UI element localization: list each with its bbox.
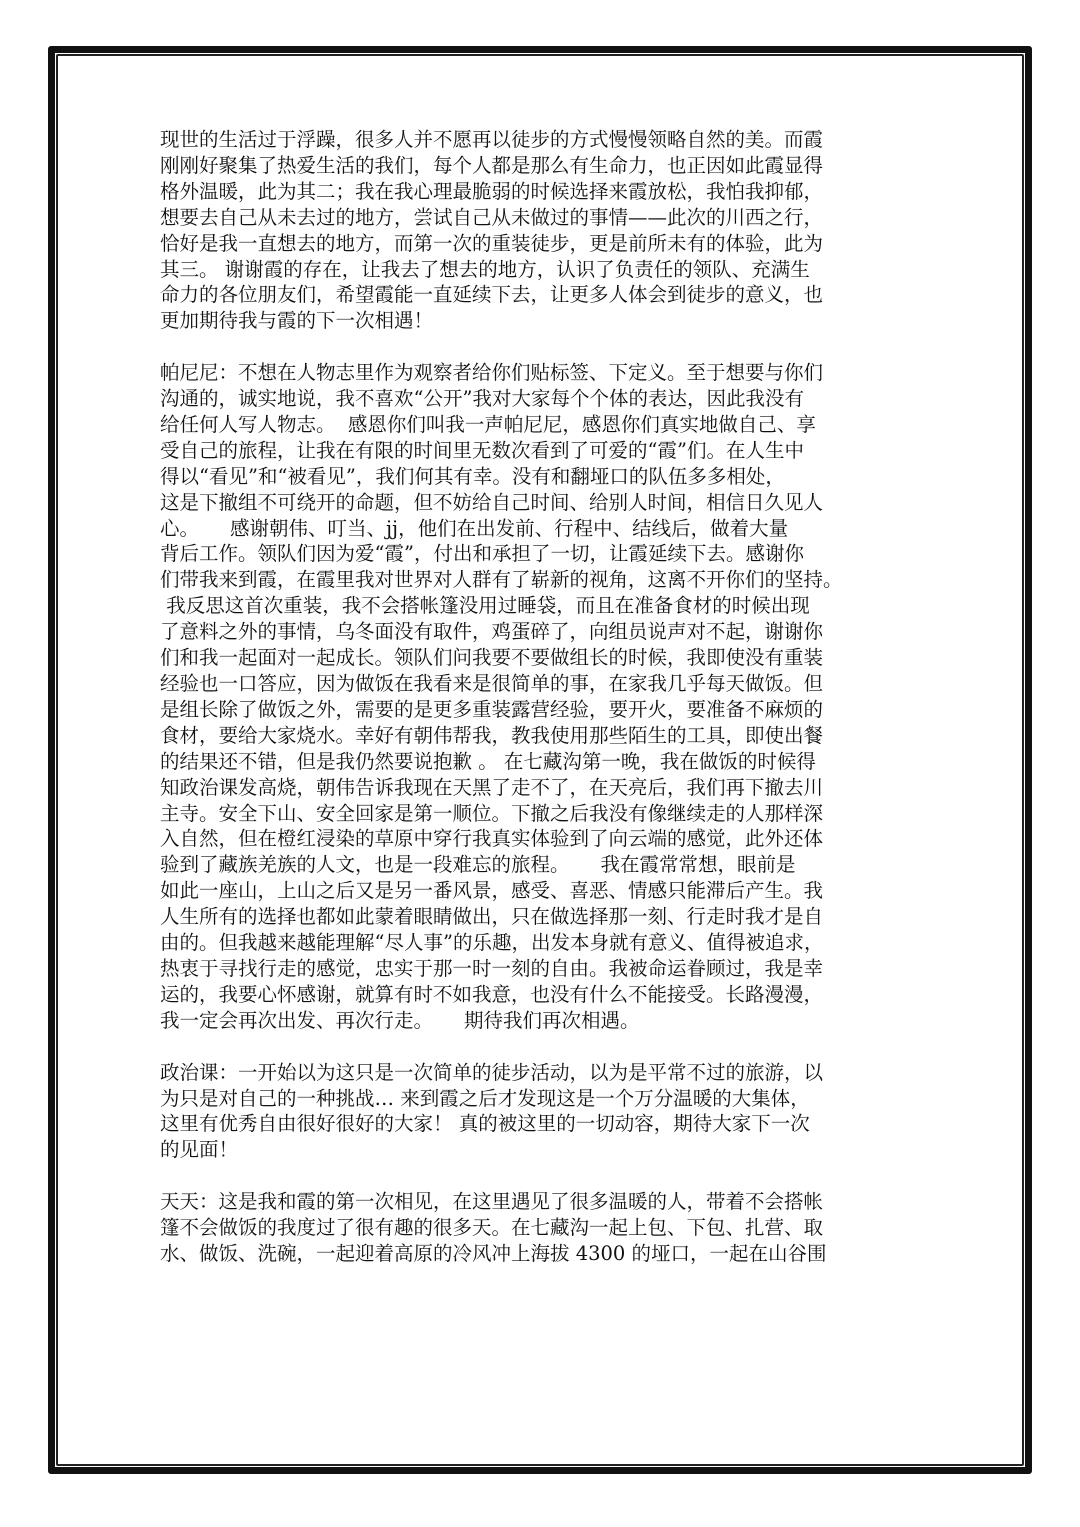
text-line: 入自然，但在橙红浸染的草原中穿行我真实体验到了向云端的感觉，此外还体 — [160, 827, 824, 851]
text-line: 为只是对自己的一种挑战… 来到霞之后才发现这是一个万分温暖的大集体， — [160, 1086, 810, 1110]
text-line: 的结果还不错，但是我仍然要说抱歉 。 在七藏沟第一晚，我在做饭的时候得 — [160, 749, 816, 773]
text-line: 恰好是我一直想去的地方，而第一次的重装徒步，更是前所未有的体验，此为 — [160, 231, 824, 255]
text-line: 经验也一口答应，因为做饭在我看来是很简单的事，在家我几乎每天做饭。但 — [160, 672, 824, 696]
text-line: 是组长除了做饭之外，需要的是更多重装露营经验，要开火，要准备不麻烦的 — [160, 697, 824, 721]
text-line: 我反思这首次重装，我不会搭帐篷没用过睡袋，而且在准备食材的时候出现 — [160, 594, 810, 618]
text-line: 得以“看见”和“被看见”，我们何其有幸。没有和翻垭口的队伍多多相处， — [160, 464, 785, 488]
text-line: 心。 感谢朝伟、叮当、jj，他们在出发前、行程中、结线后，做着大量 — [160, 516, 789, 540]
paragraph — [160, 1060, 920, 1164]
text-line: 我一定会再次出发、再次行走。 期待我们再次相遇。 — [160, 1008, 640, 1032]
text-line: 帕尼尼：不想在人物志里作为观察者给你们贴标签、下定义。至于想要与你们 — [160, 361, 824, 385]
text-line: 刚刚好聚集了热爱生活的我们，每个人都是那么有生命力，也正因如此霞显得 — [160, 153, 824, 177]
text-line: 知政治课发高烧，朝伟告诉我现在天黑了走不了，在天亮后，我们再下撤去川 — [160, 775, 824, 799]
text-line: 们带我来到霞，在霞里我对世界对人群有了崭新的视角，这离不开你们的坚持。 — [160, 568, 843, 592]
text-line: 现世的生活过于浮躁，很多人并不愿再以徒步的方式慢慢领略自然的美。而霞 — [160, 128, 824, 151]
text-line: 主寺。安全下山、安全回家是第一顺位。下撤之后我没有像继续走的人那样深 — [160, 801, 824, 825]
text-line: 了意料之外的事情，乌冬面没有取件，鸡蛋碎了，向组员说声对不起，谢谢你 — [160, 620, 824, 644]
text-line: 水、做饭、洗碗，一起迎着高原的冷风冲上海拔 4300 的垭口，一起在山谷围 — [160, 1241, 827, 1265]
text-line: 沟通的，诚实地说，我不喜欢“公开”我对大家每个个体的表达，因此我没有 — [160, 387, 804, 411]
text-line: 天天：这是我和霞的第一次相见，在这里遇见了很多温暖的人，带着不会搭帐 — [160, 1190, 824, 1214]
text-line: 其三。 谢谢霞的存在，让我去了想去的地方，认识了负责任的领队、充满生 — [160, 257, 810, 281]
paragraph — [160, 1189, 920, 1267]
text-line: 人生所有的选择也都如此蒙着眼睛做出，只在做选择那一刻、行走时我才是自 — [160, 905, 824, 929]
text-line: 政治课：一开始以为这只是一次简单的徒步活动，以为是平常不过的旅游，以 — [160, 1060, 824, 1084]
text-line: 想要去自己从未去过的地方，尝试自己从未做过的事情——此次的川西之行， — [160, 205, 824, 229]
text-line: 热衷于寻找行走的感觉，忠实于那一时一刻的自由。我被命运眷顾过，我是幸 — [160, 956, 824, 980]
text-line: 们和我一起面对一起成长。领队们问我要不要做组长的时候，我即使没有重装 — [160, 646, 824, 670]
text-line: 验到了藏族羌族的人文，也是一段难忘的旅程。 我在霞常常想，眼前是 — [160, 853, 796, 877]
text-line: 命力的各位朋友们，希望霞能一直延续下去，让更多人体会到徒步的意义，也 — [160, 283, 824, 307]
paragraph — [160, 127, 920, 334]
text-line: 篷不会做饭的我度过了很有趣的很多天。在七藏沟一起上包、下包、扎营、取 — [160, 1216, 824, 1240]
text-line: 这是下撤组不可绕开的命题，但不妨给自己时间、给别人时间，相信日久见人 — [160, 490, 824, 514]
document-body — [160, 127, 920, 1293]
text-line: 格外温暖，此为其二；我在我心理最脆弱的时候选择来霞放松，我怕我抑郁， — [160, 179, 824, 203]
text-line: 给任何人写人物志。 感恩你们叫我一声帕尼尼，感恩你们真实地做自己、享 — [160, 412, 816, 436]
text-line: 的见面！ — [160, 1138, 239, 1162]
text-line: 这里有优秀自由很好很好的大家！ 真的被这里的一切动容，期待大家下一次 — [160, 1112, 810, 1136]
text-line: 受自己的旅程，让我在有限的时间里无数次看到了可爱的“霞”们。在人生中 — [160, 438, 804, 462]
text-line: 食材，要给大家烧水。幸好有朝伟帮我，教我使用那些陌生的工具，即使出餐 — [160, 723, 824, 747]
text-line: 更加期待我与霞的下一次相遇！ — [160, 309, 434, 333]
text-line: 由的。但我越来越能理解“尽人事”的乐趣，出发本身就有意义、值得被追求， — [160, 931, 824, 955]
text-line: 如此一座山，上山之后又是另一番风景，感受、喜恶、情感只能滞后产生。我 — [160, 879, 824, 903]
paragraph — [160, 360, 920, 1034]
text-line: 背后工作。领队们因为爱“霞”，付出和承担了一切，让霞延续下去。感谢你 — [160, 542, 804, 566]
text-line: 运的，我要心怀感谢，就算有时不如我意，也没有什么不能接受。长路漫漫， — [160, 982, 824, 1006]
